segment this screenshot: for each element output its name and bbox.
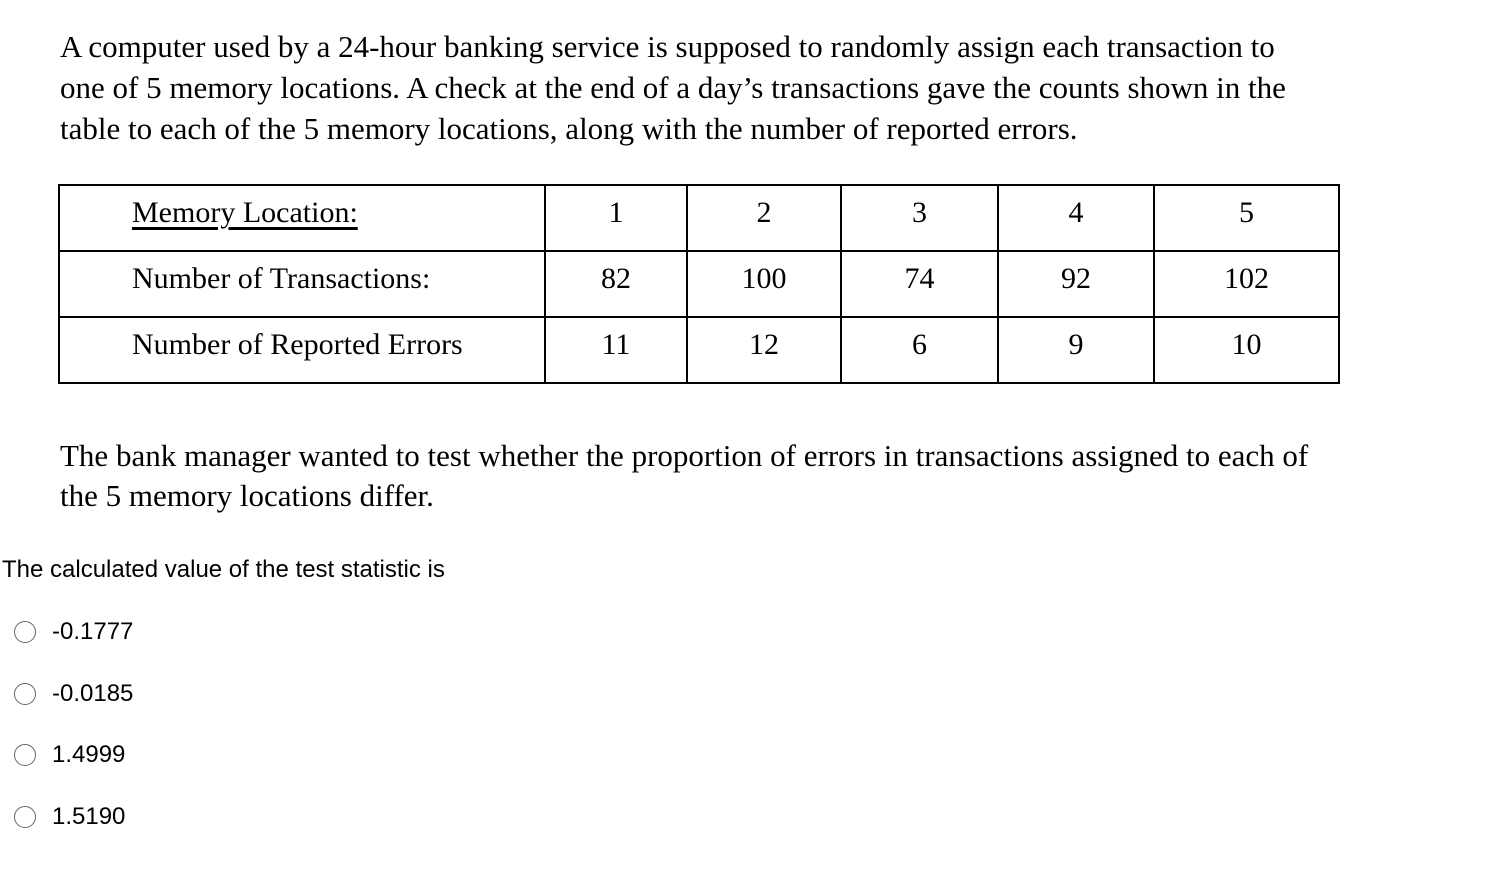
row-header-label: Number of Transactions:	[132, 262, 431, 295]
answer-option[interactable]	[14, 617, 133, 647]
row-header	[59, 251, 545, 317]
cell-value: 9	[1068, 328, 1084, 361]
cell-value: 10	[1231, 328, 1262, 361]
table-cell	[1154, 317, 1339, 383]
table-cell	[687, 251, 841, 317]
table-cell	[545, 251, 687, 317]
cell-value: 5	[1239, 196, 1254, 229]
row-header	[59, 317, 545, 383]
row-header	[59, 185, 545, 251]
followup-line: The bank manager wanted to test whether the proportion of errors in transactions assigned to each of	[60, 438, 1309, 473]
table-row-transactions	[59, 251, 1339, 317]
intro-line: A computer used by a 24-hour banking service is supposed to randomly assign each transaction to	[60, 29, 1275, 64]
cell-value: 11	[601, 328, 631, 361]
cell-value: 100	[741, 262, 787, 295]
problem-followup	[60, 436, 1480, 516]
table-cell	[998, 185, 1154, 251]
answer-option-label[interactable]: 1.4999	[52, 741, 126, 768]
problem-intro	[60, 26, 1460, 149]
answer-option-label[interactable]: -0.0185	[52, 680, 134, 707]
answer-option[interactable]	[14, 679, 133, 709]
answer-option-label[interactable]: -0.1777	[52, 618, 134, 645]
radio-button[interactable]	[14, 683, 36, 705]
table-row-errors	[59, 317, 1339, 383]
intro-line: table to each of the 5 memory locations, along with the number of reported errors.	[60, 111, 1078, 146]
row-header-label: Memory Location:	[132, 196, 358, 229]
cell-value: 74	[904, 262, 935, 295]
answer-option-label[interactable]: 1.5190	[52, 803, 126, 830]
table-cell	[1154, 251, 1339, 317]
radio-button[interactable]	[14, 621, 36, 643]
cell-value: 102	[1224, 262, 1269, 295]
table-cell	[1154, 185, 1339, 251]
question-prompt: The calculated value of the test statistic is	[2, 556, 445, 583]
cell-value: 1	[608, 196, 624, 229]
table-cell	[687, 185, 841, 251]
cell-value: 82	[601, 262, 631, 295]
cell-value: 3	[912, 196, 927, 229]
row-header-label: Number of Reported Errors	[132, 328, 463, 361]
radio-button[interactable]	[14, 806, 36, 828]
table-cell	[687, 317, 841, 383]
intro-line: one of 5 memory locations. A check at the end of a day’s transactions gave the counts shown in the	[60, 70, 1286, 105]
table-cell	[841, 185, 998, 251]
cell-value: 2	[756, 196, 772, 229]
radio-button[interactable]	[14, 744, 36, 766]
cell-value: 92	[1061, 262, 1091, 295]
table-cell	[545, 185, 687, 251]
followup-line: the 5 memory locations differ.	[60, 478, 434, 513]
cell-value: 4	[1068, 196, 1084, 229]
answer-option[interactable]	[14, 740, 125, 770]
table-cell	[841, 251, 998, 317]
answer-option[interactable]	[14, 802, 125, 832]
table-cell	[998, 251, 1154, 317]
table-cell	[545, 317, 687, 383]
table-cell	[998, 317, 1154, 383]
table-row-memory-location	[59, 185, 1339, 251]
cell-value: 12	[749, 328, 779, 361]
memory-location-table	[58, 184, 1340, 384]
cell-value: 6	[912, 328, 927, 361]
table-cell	[841, 317, 998, 383]
